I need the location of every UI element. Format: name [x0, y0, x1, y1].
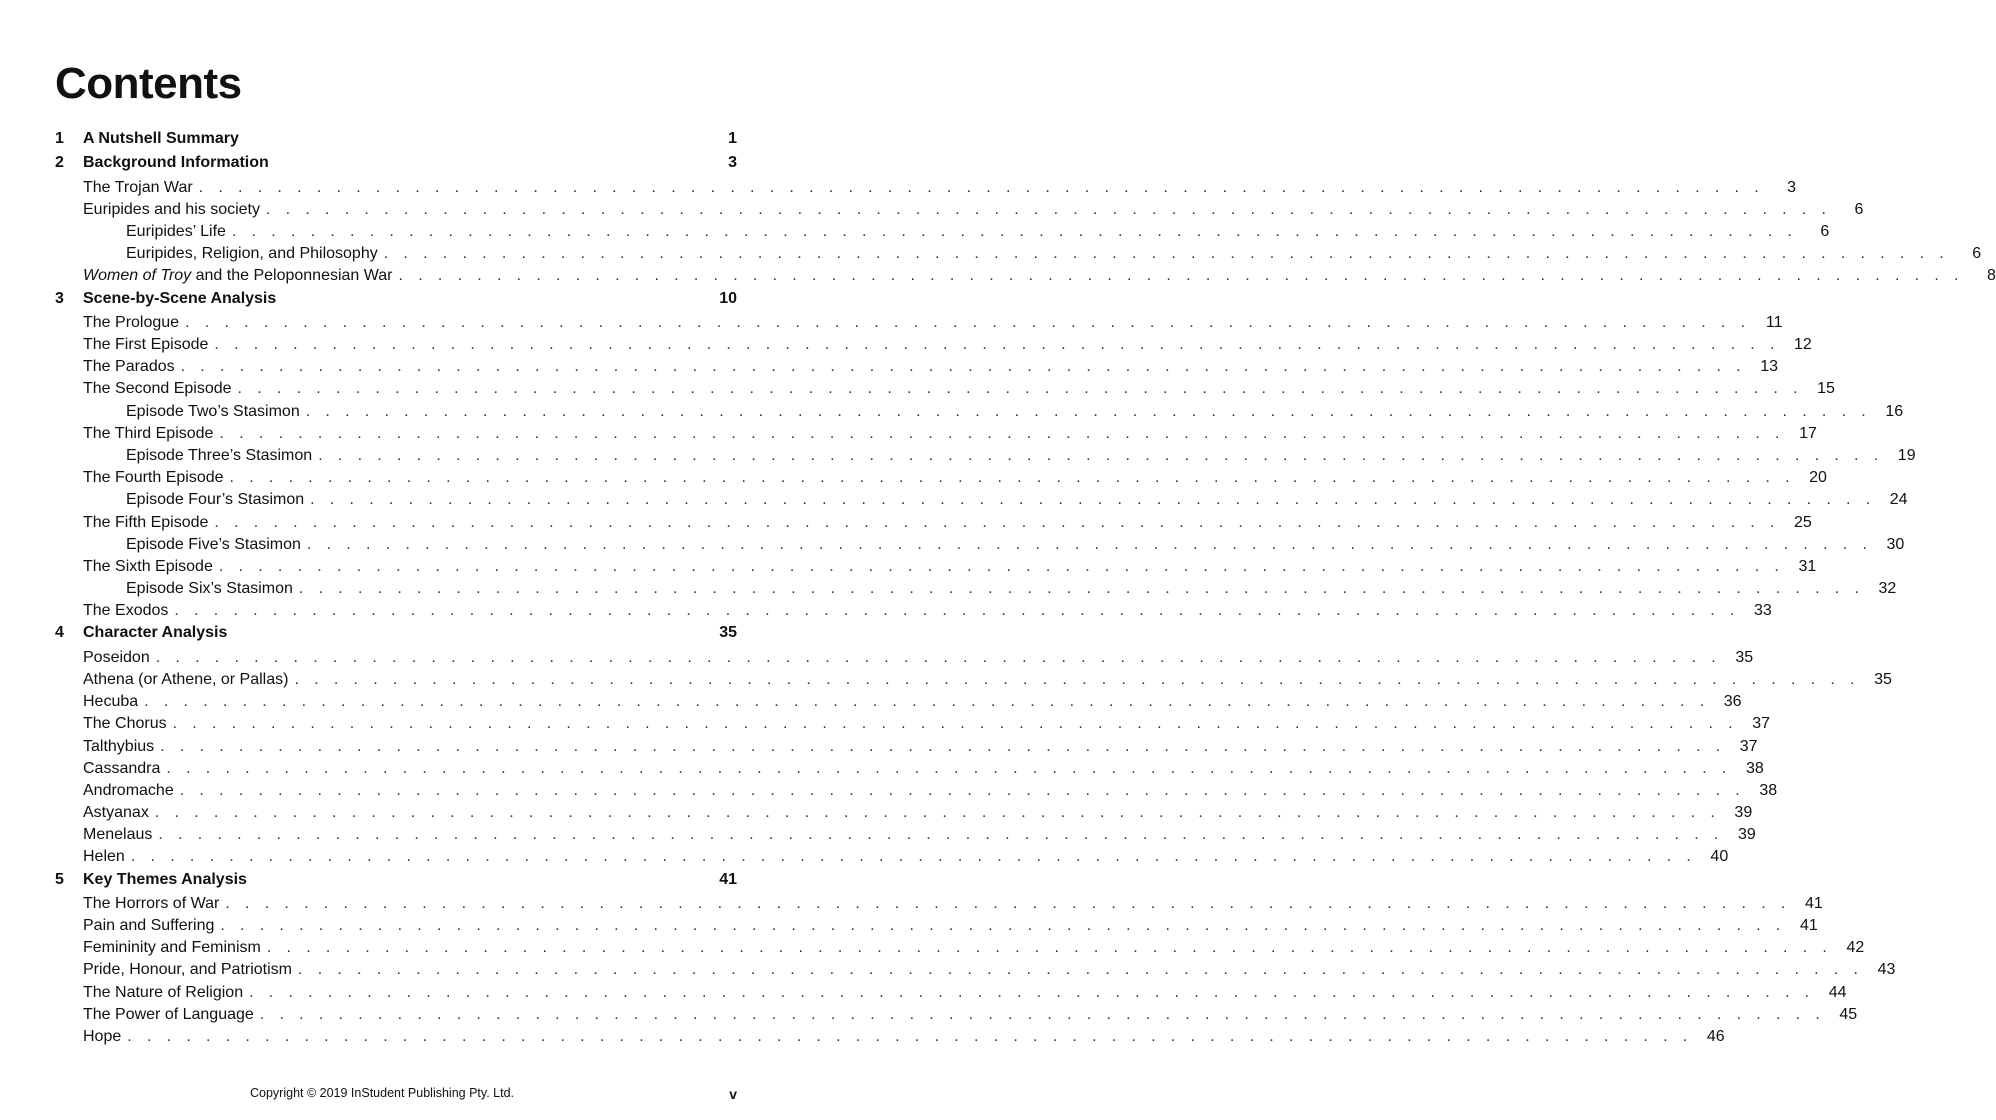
toc-section[interactable] [55, 313, 1783, 336]
toc-section[interactable] [55, 178, 1797, 201]
entry-page-number: 39 [1737, 826, 1756, 844]
entry-page-number: 39 [1734, 804, 1753, 822]
dot-leader: . . . . . . . . . . . . . . . . . . . . . . . . . . . . . . . . . . . . . . . . . . . . . . . . . . . . . . . . . . . . . . . . . . . . . . . . . . . . . . . . [198, 178, 1765, 196]
dot-leader: . . . . . . . . . . . . . . . . . . . . . . . . . . . . . . . . . . . . . . . . . . . . . . . . . . . . . . . . . . . . . . . . . . . . . . . . . . . . . . . . [220, 917, 1786, 935]
entry-title: Episode Three’s Stasimon [126, 446, 313, 464]
dot-leader: . . . . . . . . . . . . . . . . . . . . . . . . . . . . . . . . . . . . . . . . . . . . . . . . . . . . . . . . . . . . . . . . . . . . . . . . . . . . . . . . [154, 804, 1721, 822]
work-title: Women of Troy [83, 267, 192, 285]
entry-title: The Power of Language [83, 1005, 254, 1023]
chapter-number: 2 [55, 154, 64, 172]
chapter-title: Background Information [83, 154, 269, 172]
entry-page-number: 3 [1787, 178, 1797, 196]
entry-page-number: 35 [1874, 670, 1892, 688]
entry-title: Episode Six’s Stasimon [126, 580, 293, 598]
dot-leader: . . . . . . . . . . . . . . . . . . . . . . . . . . . . . . . . . . . . . . . . . . . . . . . . . . . . . . . . . . . . . . . . . . . . . . . . . . . . . . . . [218, 557, 1785, 575]
entry-page-number: 30 [1886, 535, 1905, 553]
entry-page-number: 43 [1877, 961, 1896, 979]
entry-title: The Parados [83, 358, 175, 376]
toc-subsection[interactable] [55, 580, 1897, 602]
entry-title: Episode Four’s Stasimon [126, 491, 305, 509]
chapter-title: Key Themes Analysis [83, 870, 247, 888]
toc-section[interactable] [55, 380, 1835, 402]
dot-leader: . . . . . . . . . . . . . . . . . . . . . . . . . . . . . . . . . . . . . . . . . . . . . . . . . . . . . . . . . . . . . . . . . . . . . . . . . . . . . . . . [185, 313, 1751, 331]
entry-page-number: 11 [1765, 313, 1783, 331]
entry-title: Hope [83, 1028, 122, 1046]
dot-leader: . . . . . . . . . . . . . . . . . . . . . . . . . . . . . . . . . . . . . . . . . . . . . . . . . . . . . . . . . . . . . . . . . . . . . . . . . . . . . . . . [130, 848, 1697, 866]
chapter-number: 4 [55, 624, 64, 642]
dot-leader: . . . . . . . . . . . . . . . . . . . . . . . . . . . . . . . . . . . . . . . . . . . . . . . . . . . . . . . . . . . . . . . . . . . . . . . . . . . . . . . . [179, 781, 1746, 799]
chapter-title: A Nutshell Summary [83, 130, 239, 147]
dot-leader: . . . . . . . . . . . . . . . . . . . . . . . . . . . . . . . . . . . . . . . . . . . . . . . . . . . . . . . . . . . . . . . . . . . . . . . . . . . . . . . . [383, 245, 1950, 263]
chapter-page-number: 3 [728, 154, 737, 172]
dot-leader: . . . . . . . . . . . . . . . . . . . . . . . . . . . . . . . . . . . . . . . . . . . . . . . . . . . . . . . . . . . . . . . . . . . . . . . . . . . . . . . . [231, 222, 1798, 240]
entry-title [83, 267, 393, 285]
dot-leader: . . . . . . . . . . . . . . . . . . . . . . . . . . . . . . . . . . . . . . . . . . . . . . . . . . . . . . . . . . . . . . . . . . . . . . . . . . . . . . . . [180, 358, 1747, 376]
toc-section[interactable] [55, 267, 1996, 289]
dot-leader: . . . . . . . . . . . . . . . . . . . . . . . . . . . . . . . . . . . . . . . . . . . . . . . . . . . . . . . . . . . . . . . . . . . . . . . . . . . . . . . . [172, 715, 1738, 733]
entry-page-number: 25 [1794, 513, 1812, 531]
chapter-page-number: 41 [719, 870, 737, 888]
page-title: Contents [55, 59, 242, 108]
entry-title: The Exodos [83, 602, 169, 620]
toc-section[interactable] [55, 961, 1896, 983]
entry-page-number: 24 [1889, 491, 1908, 509]
dot-leader: . . . . . . . . . . . . . . . . . . . . . . . . . . . . . . . . . . . . . . . . . . . . . . . . . . . . . . . . . . . . . . . . . . . . . . . . . . . . . . . . [398, 267, 1964, 285]
dot-leader: . . . . . . . . . . . . . . . . . . . . . . . . . . . . . . . . . . . . . . . . . . . . . . . . . . . . . . . . . . . . . . . . . . . . . . . . . . . . . . . . [259, 1005, 1826, 1023]
toc-section[interactable] [55, 939, 1865, 961]
entry-title: The Fourth Episode [83, 469, 224, 487]
toc-subsection[interactable] [55, 535, 1905, 558]
copyright-notice: Copyright © 2019 InStudent Publishing Pty. Ltd. [250, 1086, 515, 1100]
toc-section[interactable] [55, 336, 1812, 358]
toc-section[interactable] [55, 826, 1756, 848]
entry-page-number: 40 [1710, 848, 1729, 866]
dot-leader: . . . . . . . . . . . . . . . . . . . . . . . . . . . . . . . . . . . . . . . . . . . . . . . . . . . . . . . . . . . . . . . . . . . . . . . . . . . . . . . . [219, 424, 1785, 442]
entry-title: Euripides, Religion, and Philosophy [126, 245, 378, 263]
toc-section[interactable] [55, 602, 1772, 624]
page-number: v [729, 1086, 737, 1102]
entry-page-number: 42 [1846, 939, 1865, 957]
toc-section[interactable] [55, 424, 1817, 447]
toc-section[interactable] [55, 781, 1778, 804]
entry-page-number: 20 [1809, 469, 1827, 487]
entry-title: The Chorus [83, 715, 167, 733]
entry-title: The Trojan War [83, 178, 193, 196]
entry-title: Pride, Honour, and Patriotism [83, 961, 292, 979]
chapter-number: 3 [55, 289, 64, 307]
dot-leader: . . . . . . . . . . . . . . . . . . . . . . . . . . . . . . . . . . . . . . . . . . . . . . . . . . . . . . . . . . . . . . . . . . . . . . . . . . . . . . . . [144, 693, 1710, 711]
entry-page-number: 33 [1754, 602, 1772, 620]
toc-section[interactable] [55, 917, 1818, 939]
toc-section[interactable] [55, 670, 1892, 693]
entry-title: Andromache [83, 781, 174, 799]
chapter-page-number: 1 [728, 130, 737, 147]
toc-chapter[interactable] [55, 871, 737, 895]
entry-title: The Fifth Episode [83, 513, 209, 531]
toc-chapter[interactable] [55, 130, 737, 154]
chapter-number: 5 [55, 870, 64, 888]
entry-page-number: 37 [1752, 715, 1770, 733]
dot-leader: . . . . . . . . . . . . . . . . . . . . . . . . . . . . . . . . . . . . . . . . . . . . . . . . . . . . . . . . . . . . . . . . . . . . . . . . . . . . . . . . [160, 737, 1726, 755]
dot-leader: . . . . . . . . . . . . . . . . . . . . . . . . . . . . . . . . . . . . . . . . . . . . . . . . . . . . . . . . . . . . . . . . . . . . . . . . . . . . . . . . [249, 983, 1815, 1001]
toc-section[interactable] [55, 648, 1754, 671]
toc-section[interactable] [55, 693, 1742, 715]
entry-title: Hecuba [83, 693, 139, 711]
dot-leader: . . . . . . . . . . . . . . . . . . . . . . . . . . . . . . . . . . . . . . . . . . . . . . . . . . . . . . . . . . . . . . . . . . . . . . . . . . . . . . . . [225, 894, 1791, 912]
entry-page-number: 41 [1804, 894, 1823, 912]
dot-leader: . . . . . . . . . . . . . . . . . . . . . . . . . . . . . . . . . . . . . . . . . . . . . . . . . . . . . . . . . . . . . . . . . . . . . . . . . . . . . . . . [294, 670, 1860, 688]
entry-page-number: 15 [1817, 380, 1835, 398]
chapter-number: 1 [55, 130, 64, 147]
dot-leader: . . . . . . . . . . . . . . . . . . . . . . . . . . . . . . . . . . . . . . . . . . . . . . . . . . . . . . . . . . . . . . . . . . . . . . . . . . . . . . . . [237, 380, 1803, 398]
toc-section[interactable] [55, 759, 1764, 782]
toc-subsection[interactable] [55, 491, 1908, 513]
dot-leader: . . . . . . . . . . . . . . . . . . . . . . . . . . . . . . . . . . . . . . . . . . . . . . . . . . . . . . . . . . . . . . . . . . . . . . . . . . . . . . . . [298, 580, 1865, 598]
entry-page-number: 37 [1739, 737, 1758, 755]
entry-page-number: 38 [1745, 759, 1764, 777]
entry-page-number: 6 [1820, 222, 1830, 240]
entry-title: The Sixth Episode [83, 557, 213, 575]
dot-leader: . . . . . . . . . . . . . . . . . . . . . . . . . . . . . . . . . . . . . . . . . . . . . . . . . . . . . . . . . . . . . . . . . . . . . . . . . . . . . . . . [127, 1028, 1693, 1046]
table-of-contents [55, 130, 1996, 1050]
toc-section[interactable] [55, 804, 1753, 826]
entry-title: The Nature of Religion [83, 983, 244, 1001]
entry-page-number: 41 [1799, 917, 1818, 935]
entry-title: Athena (or Athene, or Pallas) [83, 670, 289, 688]
dot-leader: . . . . . . . . . . . . . . . . . . . . . . . . . . . . . . . . . . . . . . . . . . . . . . . . . . . . . . . . . . . . . . . . . . . . . . . . . . . . . . . . [229, 469, 1795, 487]
entry-title: Femininity and Feminism [83, 939, 261, 957]
entry-title: Euripides’ Life [126, 222, 226, 240]
dot-leader: . . . . . . . . . . . . . . . . . . . . . . . . . . . . . . . . . . . . . . . . . . . . . . . . . . . . . . . . . . . . . . . . . . . . . . . . . . . . . . . . [214, 513, 1780, 531]
dot-leader: . . . . . . . . . . . . . . . . . . . . . . . . . . . . . . . . . . . . . . . . . . . . . . . . . . . . . . . . . . . . . . . . . . . . . . . . . . . . . . . . [214, 336, 1780, 354]
entry-title: The Horrors of War [83, 894, 220, 912]
dot-leader: . . . . . . . . . . . . . . . . . . . . . . . . . . . . . . . . . . . . . . . . . . . . . . . . . . . . . . . . . . . . . . . . . . . . . . . . . . . . . . . . [305, 402, 1872, 420]
entry-title: Pain and Suffering [83, 917, 215, 935]
toc-subsection[interactable] [55, 245, 1982, 267]
entry-page-number: 6 [1854, 200, 1864, 218]
dot-leader: . . . . . . . . . . . . . . . . . . . . . . . . . . . . . . . . . . . . . . . . . . . . . . . . . . . . . . . . . . . . . . . . . . . . . . . . . . . . . . . . [158, 826, 1724, 844]
entry-title: The First Episode [83, 336, 209, 354]
entry-title: Astyanax [83, 804, 149, 822]
entry-title: Cassandra [83, 759, 161, 777]
toc-section[interactable] [55, 557, 1817, 580]
entry-title: Episode Two’s Stasimon [126, 402, 300, 420]
toc-section[interactable] [55, 469, 1827, 491]
chapter-page-number: 35 [719, 624, 737, 642]
entry-page-number: 32 [1878, 580, 1897, 598]
toc-section[interactable] [55, 848, 1729, 870]
entry-page-number: 44 [1828, 983, 1847, 1001]
entry-page-number: 31 [1798, 557, 1817, 575]
dot-leader: . . . . . . . . . . . . . . . . . . . . . . . . . . . . . . . . . . . . . . . . . . . . . . . . . . . . . . . . . . . . . . . . . . . . . . . . . . . . . . . . [298, 961, 1864, 979]
entry-title: The Prologue [83, 313, 180, 331]
toc-section[interactable] [55, 1005, 1858, 1028]
entry-page-number: 17 [1799, 424, 1817, 442]
entry-page-number: 19 [1897, 446, 1916, 464]
entry-title: The Third Episode [83, 424, 214, 442]
toc-section[interactable] [55, 715, 1770, 737]
toc-subsection[interactable] [55, 402, 1904, 425]
entry-title-rest: and the Peloponnesian War [191, 267, 393, 285]
entry-title: The Second Episode [83, 380, 232, 398]
entry-page-number: 12 [1794, 336, 1812, 354]
toc-subsection[interactable] [55, 222, 1830, 245]
entry-page-number: 6 [1972, 245, 1982, 263]
entry-title: Helen [83, 848, 125, 866]
dot-leader: . . . . . . . . . . . . . . . . . . . . . . . . . . . . . . . . . . . . . . . . . . . . . . . . . . . . . . . . . . . . . . . . . . . . . . . . . . . . . . . . [310, 491, 1876, 509]
entry-page-number: 46 [1706, 1028, 1725, 1046]
entry-page-number: 35 [1735, 648, 1754, 666]
toc-section[interactable] [55, 513, 1812, 536]
entry-page-number: 38 [1759, 781, 1778, 799]
toc-section[interactable] [55, 983, 1847, 1006]
chapter-title: Character Analysis [83, 624, 228, 642]
chapter-page-number: 10 [719, 289, 737, 307]
dot-leader: . . . . . . . . . . . . . . . . . . . . . . . . . . . . . . . . . . . . . . . . . . . . . . . . . . . . . . . . . . . . . . . . . . . . . . . . . . . . . . . . [155, 648, 1722, 666]
dot-leader: . . . . . . . . . . . . . . . . . . . . . . . . . . . . . . . . . . . . . . . . . . . . . . . . . . . . . . . . . . . . . . . . . . . . . . . . . . . . . . . . [306, 535, 1873, 553]
dot-leader: . . . . . . . . . . . . . . . . . . . . . . . . . . . . . . . . . . . . . . . . . . . . . . . . . . . . . . . . . . . . . . . . . . . . . . . . . . . . . . . . [266, 939, 1833, 957]
entry-title: Poseidon [83, 648, 150, 666]
toc-section[interactable] [55, 200, 1864, 223]
dot-leader: . . . . . . . . . . . . . . . . . . . . . . . . . . . . . . . . . . . . . . . . . . . . . . . . . . . . . . . . . . . . . . . . . . . . . . . . . . . . . . . . [265, 200, 1832, 218]
chapter-title: Scene-by-Scene Analysis [83, 289, 277, 307]
toc-section[interactable] [55, 894, 1823, 917]
entry-page-number: 8 [1987, 267, 1996, 285]
toc-section[interactable] [55, 358, 1779, 380]
entry-title: Euripides and his society [83, 200, 260, 218]
toc-chapter[interactable] [55, 154, 737, 178]
toc-section[interactable] [55, 1028, 1725, 1050]
toc-chapter[interactable] [55, 290, 737, 314]
toc-subsection[interactable] [55, 446, 1916, 469]
entry-page-number: 16 [1885, 402, 1904, 420]
dot-leader: . . . . . . . . . . . . . . . . . . . . . . . . . . . . . . . . . . . . . . . . . . . . . . . . . . . . . . . . . . . . . . . . . . . . . . . . . . . . . . . . [318, 446, 1884, 464]
entry-page-number: 36 [1723, 693, 1742, 711]
entry-page-number: 45 [1839, 1005, 1858, 1023]
toc-chapter[interactable] [55, 624, 737, 648]
entry-title: Talthybius [83, 737, 155, 755]
dot-leader: . . . . . . . . . . . . . . . . . . . . . . . . . . . . . . . . . . . . . . . . . . . . . . . . . . . . . . . . . . . . . . . . . . . . . . . . . . . . . . . . [166, 759, 1732, 777]
entry-title: Episode Five’s Stasimon [126, 535, 301, 553]
entry-title: Menelaus [83, 826, 153, 844]
toc-section[interactable] [55, 737, 1758, 760]
entry-page-number: 13 [1760, 358, 1779, 376]
dot-leader: . . . . . . . . . . . . . . . . . . . . . . . . . . . . . . . . . . . . . . . . . . . . . . . . . . . . . . . . . . . . . . . . . . . . . . . . . . . . . . . . [174, 602, 1740, 620]
